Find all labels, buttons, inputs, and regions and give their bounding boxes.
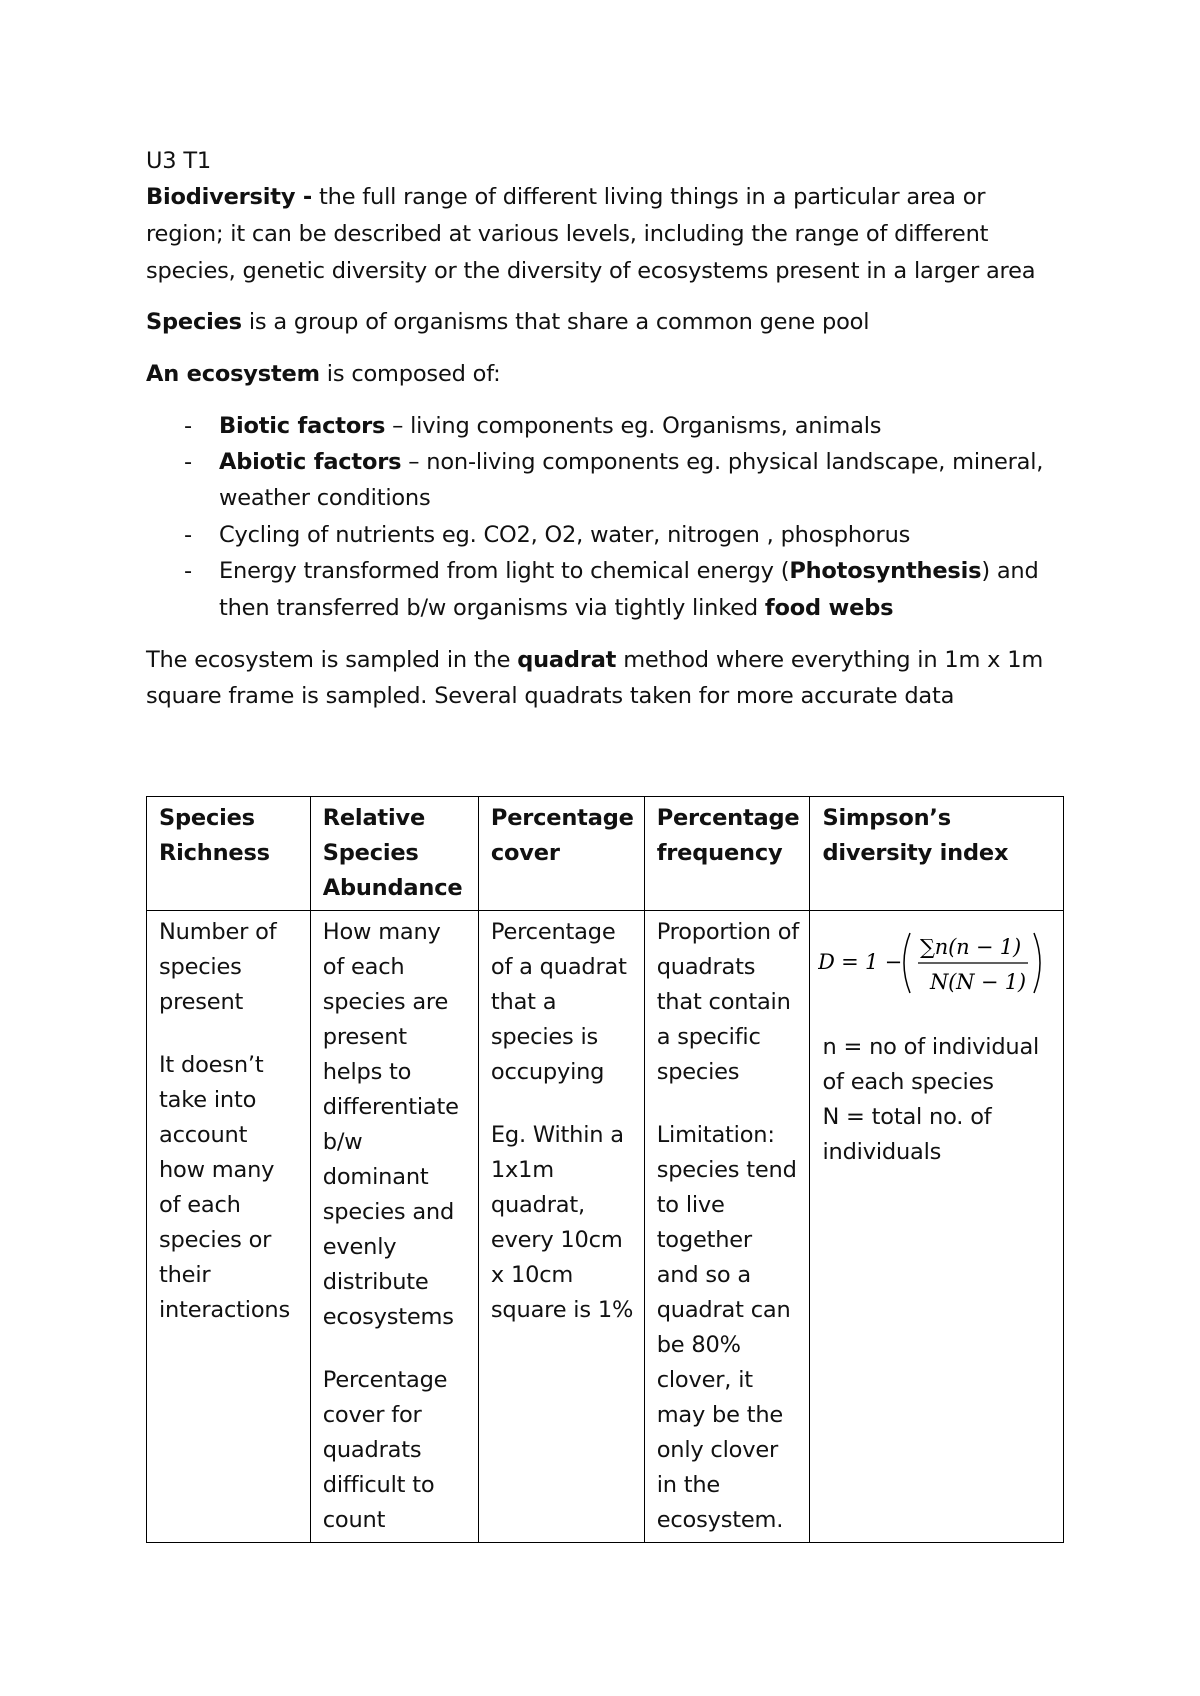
ecosystem-def: is composed of: xyxy=(326,361,501,387)
header-species-richness: Species Richness xyxy=(147,797,311,911)
food-webs-term: food webs xyxy=(764,595,894,621)
species-term: Species xyxy=(146,309,242,335)
simpson-N-definition: N = total no. of individuals xyxy=(822,1104,992,1165)
abundance-note: Percentage cover for quadrats difficult to count xyxy=(322,1367,448,1533)
bullet-dash: - xyxy=(184,522,192,548)
header-percentage-frequency: Percentage frequency xyxy=(644,797,810,911)
simpson-formula xyxy=(818,921,1048,1005)
quadrat-paragraph xyxy=(146,640,1086,680)
table-row xyxy=(147,911,1064,1543)
frequency-limitation: Limitation: species tend to live together and so a quadrat can be 80% clover, it may be the only clover in the ecosystem. xyxy=(656,1122,797,1533)
cell-percentage-cover xyxy=(478,911,644,1543)
quadrat-term: quadrat xyxy=(517,647,617,673)
cell-species-richness xyxy=(147,911,311,1543)
frequency-definition: Proportion of quadrats that contain a specific species xyxy=(656,919,800,1085)
abiotic-text: – non-living components eg. physical landscape, mineral, xyxy=(408,449,1044,475)
bullet-dash: - xyxy=(184,449,192,475)
richness-limitation: It doesn’t take into account how many of each species or their interactions xyxy=(159,1052,291,1323)
simpson-n-definition: n = no of individual of each species xyxy=(822,1034,1040,1095)
biodiversity-line-3: species, genetic diversity or the diversity of ecosystems present in a larger area xyxy=(146,258,1036,284)
biotic-text: – living components eg. Organisms, animals xyxy=(392,413,882,439)
bullet-dash: - xyxy=(184,413,192,439)
quadrat-line-2: square frame is sampled. Several quadrats taken for more accurate data xyxy=(146,683,955,709)
abiotic-line-2: weather conditions xyxy=(219,485,431,511)
formula-lhs: D = 1 − xyxy=(818,950,903,974)
abundance-definition: How many of each species are present helps to differentiate b/w dominant species and evenly distribute ecosystems xyxy=(322,919,459,1330)
ecosystem-term: An ecosystem xyxy=(146,361,320,387)
nutrients-text: Cycling of nutrients eg. CO2, O2, water, nitrogen , phosphorus xyxy=(219,522,911,548)
biotic-term: Biotic factors xyxy=(219,413,386,439)
energy-post: ) and xyxy=(981,558,1039,584)
sampling-methods-table xyxy=(146,796,1064,1543)
bullet-dash: - xyxy=(184,558,192,584)
energy-pre: Energy transformed from light to chemical energy ( xyxy=(219,558,790,584)
formula-denominator: N(N − 1) xyxy=(930,970,1027,994)
header-relative-abundance: Relative Species Abundance xyxy=(310,797,478,911)
doc-title: U3 T1 xyxy=(146,148,211,174)
cover-example: Eg. Within a 1x1m quadrat, every 10cm x 10cm square is 1% xyxy=(490,1122,634,1323)
richness-definition: Number of species present xyxy=(159,919,277,1015)
quadrat-post: method where everything in 1m x 1m xyxy=(623,647,1044,673)
cell-simpsons-index xyxy=(810,911,1064,1543)
quadrat-pre: The ecosystem is sampled in the xyxy=(146,647,511,673)
biodiversity-definition xyxy=(146,177,1086,217)
abiotic-term: Abiotic factors xyxy=(219,449,402,475)
ecosystem-definition xyxy=(146,354,1086,394)
header-percentage-cover: Percentage cover xyxy=(478,797,644,911)
right-paren xyxy=(1034,933,1040,993)
species-def: is a group of organisms that share a common gene pool xyxy=(248,309,870,335)
energy-line-2: then transferred b/w organisms via tightly linked xyxy=(219,595,758,621)
cover-definition: Percentage of a quadrat that a species is occupying xyxy=(490,919,627,1085)
photosynthesis-term: Photosynthesis xyxy=(789,558,982,584)
left-paren xyxy=(904,933,910,993)
table-header-row xyxy=(147,797,1064,911)
biodiversity-term: Biodiversity - xyxy=(146,184,313,210)
species-definition xyxy=(146,302,1086,342)
cell-relative-abundance xyxy=(310,911,478,1543)
biodiversity-line-2: region; it can be described at various levels, including the range of different xyxy=(146,221,989,247)
biodiversity-line-1: the full range of different living things in a particular area or xyxy=(319,184,986,210)
header-simpsons-index: Simpson’s diversity index xyxy=(810,797,1064,911)
formula-numerator: ∑n(n − 1) xyxy=(920,935,1022,959)
cell-percentage-frequency xyxy=(644,911,810,1543)
